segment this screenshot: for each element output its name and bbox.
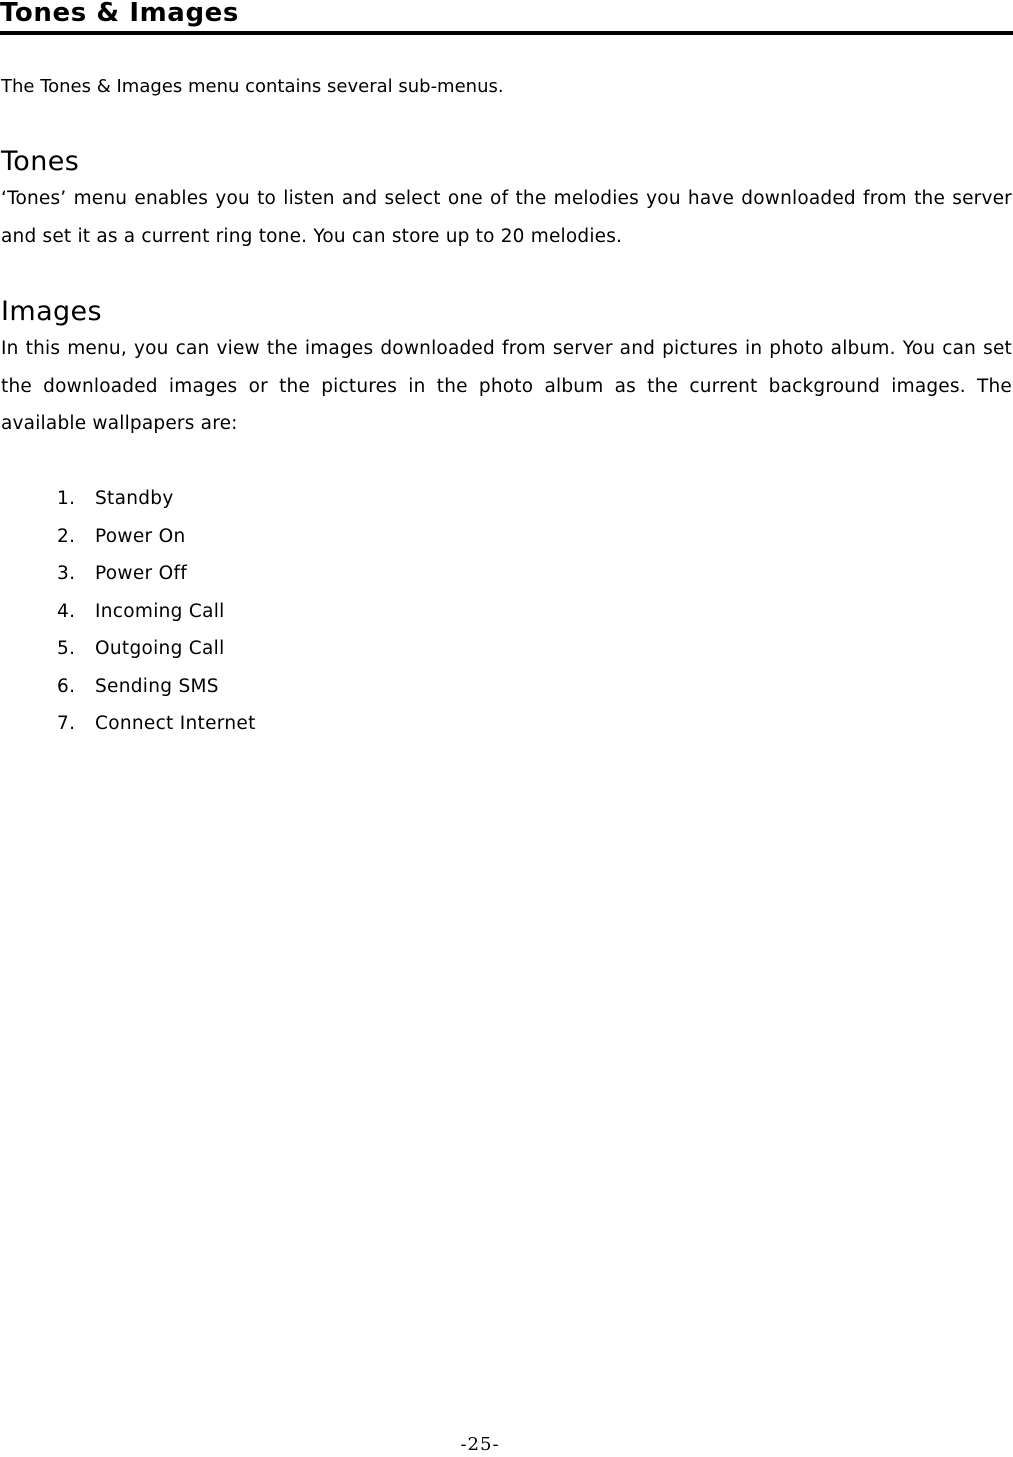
list-item-label: Connect Internet <box>95 713 256 734</box>
list-item-number: 7. <box>57 713 76 734</box>
tones-heading: Tones <box>1 146 80 177</box>
tones-paragraph: ‘Tones’ menu enables you to listen and select one of the melodies you have downloaded from the server and set it as a current ring tone. You can store up to 20 melodies. <box>1 188 1012 247</box>
list-item-label: Standby <box>95 488 174 509</box>
list-item-label: Power Off <box>95 563 188 584</box>
page-number: -25- <box>460 1434 500 1455</box>
intro-paragraph: The Tones & Images menu contains several sub-menus. <box>1 76 504 97</box>
list-item-number: 1. <box>57 488 76 509</box>
list-item-number: 3. <box>57 563 76 584</box>
list-item-number: 4. <box>57 600 76 622</box>
images-paragraph: In this menu, you can view the images downloaded from server and pictures in photo album. You can set the downloaded images or the pictures in the photo album as the current background images. The available wallpapers are: <box>1 338 1012 434</box>
list-item-label: Incoming Call <box>95 600 225 622</box>
list-item-number: 5. <box>57 638 76 659</box>
list-item-number: 6. <box>57 675 76 697</box>
images-heading: Images <box>1 296 103 327</box>
list-item-label: Outgoing Call <box>95 638 225 659</box>
title-underline-divider <box>0 31 1013 35</box>
list-item-number: 2. <box>57 525 76 547</box>
list-item-label: Power On <box>95 525 186 547</box>
list-item-label: Sending SMS <box>95 675 219 697</box>
page-title: Tones & Images <box>0 0 239 28</box>
